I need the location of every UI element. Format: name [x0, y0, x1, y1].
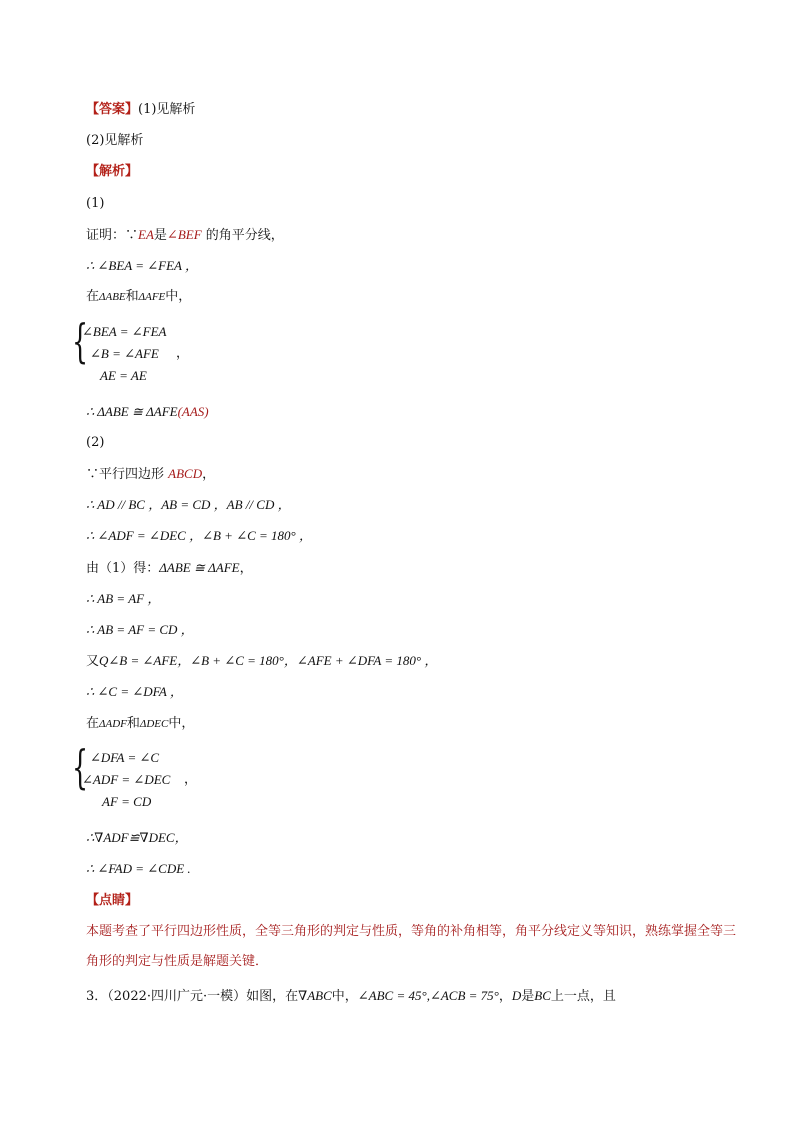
system-row: AF = CD — [102, 794, 152, 809]
part1-line1: 证明：∵EA是∠BEF 的角平分线， — [86, 227, 284, 243]
part2-line8: ∴ ∠C = ∠DFA ， — [86, 684, 183, 699]
part2-line1: ∵平行四边形 ABCD， — [86, 466, 216, 482]
part1-conclusion: ∴ ΔABE ≅ ΔAFE(AAS) — [86, 404, 209, 419]
left-brace-icon: { — [72, 314, 89, 368]
system-row: AE = AE — [100, 368, 147, 383]
comment-text: 本题考查了平行四边形性质，全等三角形的判定与性质，等角的补角相等，角平分线定义等知识，熟练掌握全等三角形的判定与性质是解题关键． — [86, 924, 737, 969]
aas-label: (AAS) — [177, 404, 209, 419]
answer-part1: (1)见解析 — [138, 102, 196, 117]
part2-line10: ∴∇ADF≌∇DEC， — [86, 830, 188, 845]
answer-line — [86, 101, 195, 119]
answer-part2: (2)见解析 — [86, 133, 144, 148]
part2-line5: ∴ AB = AF ， — [86, 591, 161, 606]
system-row: ∠ADF = ∠DEC — [82, 772, 171, 787]
part1-line2: ∴ ∠BEA = ∠FEA ， — [86, 258, 199, 273]
left-brace-icon: { — [72, 740, 89, 794]
part1-number: (1) — [86, 196, 105, 211]
angle-bef: ∠BEF — [166, 227, 202, 242]
part2-line9: 在ΔADF和ΔDEC中， — [86, 716, 195, 731]
part2-line2: ∴ AD // BC ，AB = CD ，AB // CD ， — [86, 497, 291, 512]
part1-line3: 在ΔABE和ΔAFE中， — [86, 289, 192, 304]
part2-line11: ∴ ∠FAD = ∠CDE . — [86, 861, 191, 876]
answer-label: 【答案】 — [86, 102, 139, 117]
analysis-label: 【解析】 — [86, 164, 139, 179]
part2-line3: ∴ ∠ADF = ∠DEC ，∠B + ∠C = 180° ， — [86, 528, 312, 543]
comment-label: 【点睛】 — [86, 893, 139, 908]
parallelogram-name: ABCD — [168, 466, 203, 481]
segment-ea: EA — [138, 227, 154, 242]
system-row: ∠DFA = ∠C — [90, 750, 160, 765]
system-comma: ， — [176, 346, 190, 361]
question-3: 3．（2022·四川广元·一模）如图，在∇ABC中，∠ABC = 45°,∠ACB = 75°，D是BC上一点，且 — [86, 988, 616, 1004]
part2-line6: ∴ AB = AF = CD ， — [86, 622, 194, 637]
part2-line4: 由（1）得：ΔABE ≅ ΔAFE， — [86, 560, 253, 576]
system-comma: ， — [184, 772, 198, 787]
part2-number: (2) — [86, 435, 105, 450]
system-row: ∠B = ∠AFE — [90, 346, 159, 361]
system-row: ∠BEA = ∠FEA — [82, 324, 167, 339]
part2-line7: 又Q∠B = ∠AFE，∠B + ∠C = 180°，∠AFE + ∠DFA = 180° ， — [86, 653, 438, 669]
